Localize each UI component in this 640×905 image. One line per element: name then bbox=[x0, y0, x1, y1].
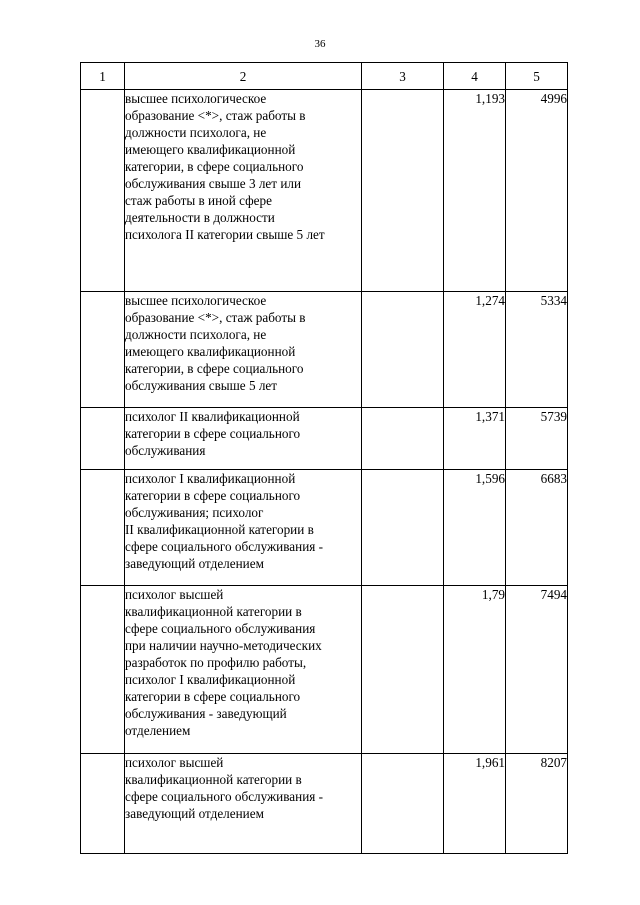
row-number-cell bbox=[81, 292, 125, 408]
row-number-cell bbox=[81, 470, 125, 586]
salary-cell: 5739 bbox=[506, 408, 568, 470]
row-number-cell bbox=[81, 408, 125, 470]
salary-table bbox=[80, 62, 568, 854]
position-description: высшее психологическое образование <*>, стаж работы в должности психолога, не имеющего квалификационной категории, в сфере социального обслуживания свыше 3 лет или стаж работы в иной сфере деятельности в должности психолога II категории свыше 5 лет bbox=[125, 90, 362, 292]
table-row bbox=[81, 470, 568, 586]
row-number-cell bbox=[81, 90, 125, 292]
table-row bbox=[81, 408, 568, 470]
table-row bbox=[81, 292, 568, 408]
salary-cell: 6683 bbox=[506, 470, 568, 586]
empty-cell bbox=[362, 586, 444, 754]
coefficient-cell: 1,274 bbox=[444, 292, 506, 408]
position-description: психолог II квалификационной категории в сфере социального обслуживания bbox=[125, 408, 362, 470]
position-description: психолог высшей квалификационной категории в сфере социального обслуживания - заведующий отделением bbox=[125, 754, 362, 854]
coefficient-cell: 1,371 bbox=[444, 408, 506, 470]
header-cell: 4 bbox=[444, 63, 506, 90]
coefficient-cell: 1,79 bbox=[444, 586, 506, 754]
header-cell: 3 bbox=[362, 63, 444, 90]
header-cell: 2 bbox=[125, 63, 362, 90]
coefficient-cell: 1,596 bbox=[444, 470, 506, 586]
salary-cell: 8207 bbox=[506, 754, 568, 854]
table-header-row bbox=[81, 63, 568, 90]
salary-cell: 4996 bbox=[506, 90, 568, 292]
page-number: 36 bbox=[314, 38, 326, 50]
empty-cell bbox=[362, 470, 444, 586]
row-number-cell bbox=[81, 754, 125, 854]
table-row bbox=[81, 586, 568, 754]
table-row bbox=[81, 754, 568, 854]
header-cell: 1 bbox=[81, 63, 125, 90]
coefficient-cell: 1,961 bbox=[444, 754, 506, 854]
row-number-cell bbox=[81, 586, 125, 754]
salary-cell: 5334 bbox=[506, 292, 568, 408]
position-description: психолог высшей квалификационной категории в сфере социального обслуживания при наличии научно-методических разработок по профилю работы, психолог I квалификационной категории в сфере социального обслуживания - заведующий отделением bbox=[125, 586, 362, 754]
salary-cell: 7494 bbox=[506, 586, 568, 754]
empty-cell bbox=[362, 90, 444, 292]
position-description: высшее психологическое образование <*>, стаж работы в должности психолога, не имеющего квалификационной категории, в сфере социального обслуживания свыше 5 лет bbox=[125, 292, 362, 408]
position-description: психолог I квалификационной категории в сфере социального обслуживания; психолог II квалификационной категории в сфере социального обслуживания - заведующий отделением bbox=[125, 470, 362, 586]
empty-cell bbox=[362, 754, 444, 854]
table-row bbox=[81, 90, 568, 292]
empty-cell bbox=[362, 408, 444, 470]
header-cell: 5 bbox=[506, 63, 568, 90]
coefficient-cell: 1,193 bbox=[444, 90, 506, 292]
empty-cell bbox=[362, 292, 444, 408]
